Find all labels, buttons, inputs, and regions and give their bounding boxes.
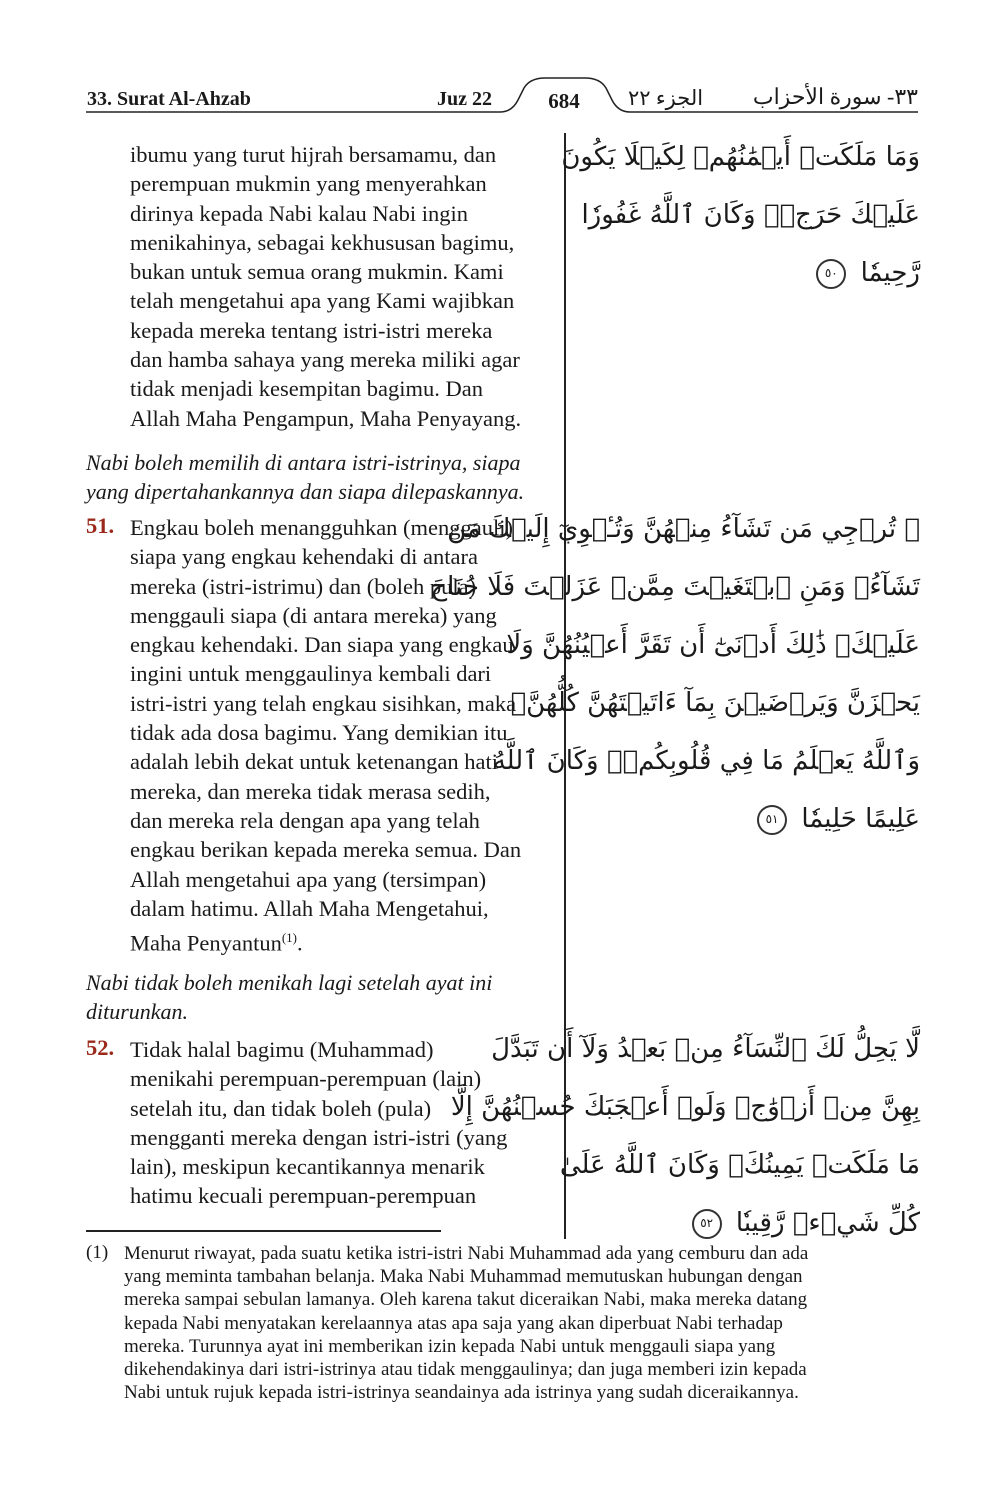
- footnote-line: mereka. Turunnya ayat ini memberikan izin kepada Nabi untuk menggauli siapa yang: [124, 1335, 776, 1357]
- text-line: bukan untuk semua orang mukmin. Kami: [130, 259, 504, 285]
- text-line: mereka (istri-istrimu) dan (boleh pula): [130, 573, 477, 599]
- ayah-number-marker: ٥٠: [816, 259, 846, 289]
- arabic-verse-50-cont: [561, 128, 920, 302]
- text-line: siapa yang engkau kehendaki di antara: [130, 544, 478, 570]
- arabic-line: ۞ تُرۡجِي مَن تَشَآءُ مِنۡهُنَّ وَتُـٔۡوِيٓ إِلَيۡكَ مَن: [447, 514, 920, 544]
- text-line: tidak menjadi kesempitan bagimu. Dan: [130, 376, 484, 402]
- arabic-line: لَّا يَحِلُّ لَكَ ٱلنِّسَآءُ مِنۢ بَعۡدُ وَلَآ أَن تَبَدَّلَ: [491, 1034, 920, 1064]
- ayah-number-marker: ٥١: [757, 805, 787, 835]
- translation-verse-50-cont: [130, 140, 560, 433]
- text-line: istri-istri yang telah engkau sisihkan, maka: [130, 690, 517, 716]
- text-line: mengganti mereka dengan istri-istri (yang: [130, 1124, 508, 1150]
- text-line: Engkau boleh menangguhkan (menggauli): [130, 515, 514, 540]
- arabic-text: كُلِّ شَيۡءٖ رَّقِيبٗا: [735, 1208, 920, 1238]
- text-line: dan mereka rela dengan apa yang telah: [130, 807, 480, 833]
- text-line: dan hamba sahaya yang mereka miliki agar: [130, 347, 520, 373]
- text-line: dalam hatimu. Allah Maha Mengetahui,: [130, 895, 489, 921]
- text-line: [130, 923, 560, 958]
- text-line: Allah Maha Pengampun, Maha Penyayang.: [130, 405, 522, 431]
- arabic-line: عَلَيۡكَۚ ذَٰلِكَ أَدۡنَىٰٓ أَن تَقَرَّ أَعۡيُنُهُنَّ وَلَا: [506, 630, 920, 660]
- ayah-number-marker: ٥٢: [692, 1209, 722, 1239]
- arabic-verse-52: [450, 1020, 920, 1252]
- end-punctuation: .: [297, 930, 303, 956]
- arabic-line: بِهِنَّ مِنۡ أَزۡوَٰجٖ وَلَوۡ أَعۡجَبَكَ حُسۡنُهُنَّ إِلَّا: [450, 1092, 920, 1122]
- footnote-line: kepada Nabi menyatakan kerelaannya atas apa saja yang akan diperbuat Nabi terhadap: [124, 1312, 783, 1334]
- footnote-rule: [86, 1230, 441, 1232]
- arabic-line: [585, 790, 920, 848]
- text-line: engkau berikan kepada mereka semua. Dan: [130, 837, 522, 863]
- text-line: tidak ada dosa bagimu. Yang demikian itu: [130, 720, 508, 746]
- text-line: menikahi perempuan-perempuan (lain): [130, 1066, 482, 1092]
- footnote-text: [124, 1242, 916, 1404]
- footnote-reference[interactable]: (1): [281, 930, 298, 946]
- surah-title-arabic: ٣٣- سورة الأحزاب: [752, 84, 918, 109]
- footnote-line: Menurut riwayat, pada suatu ketika istri-istri Nabi Muhammad ada yang cemburu dan ada: [124, 1243, 809, 1264]
- section-heading-52: [86, 968, 556, 1027]
- juz-label-latin: Juz 22: [437, 88, 492, 110]
- heading-line: Nabi boleh memilih di antara istri-istrinya, siapa: [86, 450, 521, 475]
- arabic-line: وَٱللَّهُ يَعۡلَمُ مَا فِي قُلُوبِكُمۡۚ وَكَانَ ٱللَّهُ: [492, 746, 920, 776]
- arabic-line: تَشَآءُۖ وَمَنِ ٱبۡتَغَيۡتَ مِمَّنۡ عَزَلۡتَ فَلَا جُنَاحَ: [430, 572, 920, 602]
- text-line: ingini untuk menggaulinya kembali dari: [130, 661, 492, 687]
- verse-number-51: 51.: [86, 513, 115, 538]
- text-line: perempuan mukmin yang menyerahkan: [130, 171, 487, 197]
- text-segment: Maha Penyantun: [130, 930, 282, 956]
- text-line: kepada mereka tentang istri-istri mereka: [130, 317, 493, 343]
- arabic-line: وَمَا مَلَكَتۡ أَيۡمَٰنُهُمۡ لِكَيۡلَا يَكُونَ: [561, 142, 920, 172]
- arabic-text: رَّحِيمٗا: [860, 258, 920, 288]
- text-line: hatimu kecuali perempuan-perempuan: [130, 1183, 477, 1209]
- heading-line: yang dipertahankannya dan siapa dilepaskannya.: [86, 479, 525, 505]
- footnote-line: dikehendakinya dari istri-istrinya atau tidak menggaulinya; dan juga memberi izin kepada: [124, 1359, 807, 1381]
- header-rule: [0, 0, 1000, 140]
- page-number: 684: [548, 89, 580, 113]
- text-line: Allah mengetahui apa yang (tersimpan): [130, 866, 487, 892]
- footnote-mark: (1): [86, 1242, 109, 1263]
- text-line: telah mengetahui apa yang Kami wajibkan: [130, 288, 515, 314]
- text-line: setelah itu, dan tidak boleh (pula): [130, 1095, 432, 1121]
- footnote-line: Nabi untuk rujuk kepada istri-istrinya seandainya ada istrinya yang sudah diceraikannya.: [124, 1382, 799, 1404]
- footnote-line: mereka sampai sebulan lamanya. Oleh karena takut diceraikan Nabi, maka mereka datang: [124, 1289, 808, 1311]
- arabic-line: [585, 244, 920, 302]
- heading-line: Nabi tidak boleh menikah lagi setelah ayat ini: [86, 970, 493, 995]
- section-heading-51: [86, 448, 556, 507]
- heading-line: diturunkan.: [86, 999, 189, 1025]
- arabic-line: مَا مَلَكَتۡ يَمِينُكَۗ وَكَانَ ٱللَّهُ عَلَىٰ: [559, 1150, 920, 1180]
- text-line: mereka, dan mereka tidak merasa sedih,: [130, 778, 491, 804]
- text-line: menggauli siapa (di antara mereka) yang: [130, 602, 497, 628]
- text-line: lain), meskipun kecantikannya menarik: [130, 1154, 485, 1180]
- verse-number-52: 52.: [86, 1035, 115, 1060]
- text-line: ibumu yang turut hijrah bersamamu, dan: [130, 142, 497, 167]
- text-line: menikahinya, sebagai kekhususan bagimu,: [130, 229, 515, 255]
- text-line: Tidak halal bagimu (Muhammad): [130, 1037, 434, 1062]
- text-line: engkau kehendaki. Dan siapa yang engkau: [130, 632, 514, 658]
- arabic-text: عَلِيمًا حَلِيمٗا: [801, 804, 920, 834]
- arabic-line: عَلَيۡكَ حَرَجٞۗ وَكَانَ ٱللَّهُ غَفُورٗا: [581, 200, 920, 230]
- arabic-verse-51: [430, 500, 920, 848]
- footnote-line: yang meminta tambahan belanja. Maka Nabi Muhammad memutuskan hubungan dengan: [124, 1266, 803, 1288]
- arabic-line: يَحۡزَنَّ وَيَرۡضَيۡنَ بِمَآ ءَاتَيۡتَهُنَّ كُلُّهُنَّۚ: [510, 688, 920, 718]
- surah-title-latin: 33. Surat Al-Ahzab: [87, 88, 251, 110]
- text-line: dirinya kepada Nabi kalau Nabi ingin: [130, 200, 469, 226]
- juz-label-arabic: الجزء ٢٢: [628, 86, 704, 110]
- text-line: adalah lebih dekat untuk ketenangan hati: [130, 749, 498, 775]
